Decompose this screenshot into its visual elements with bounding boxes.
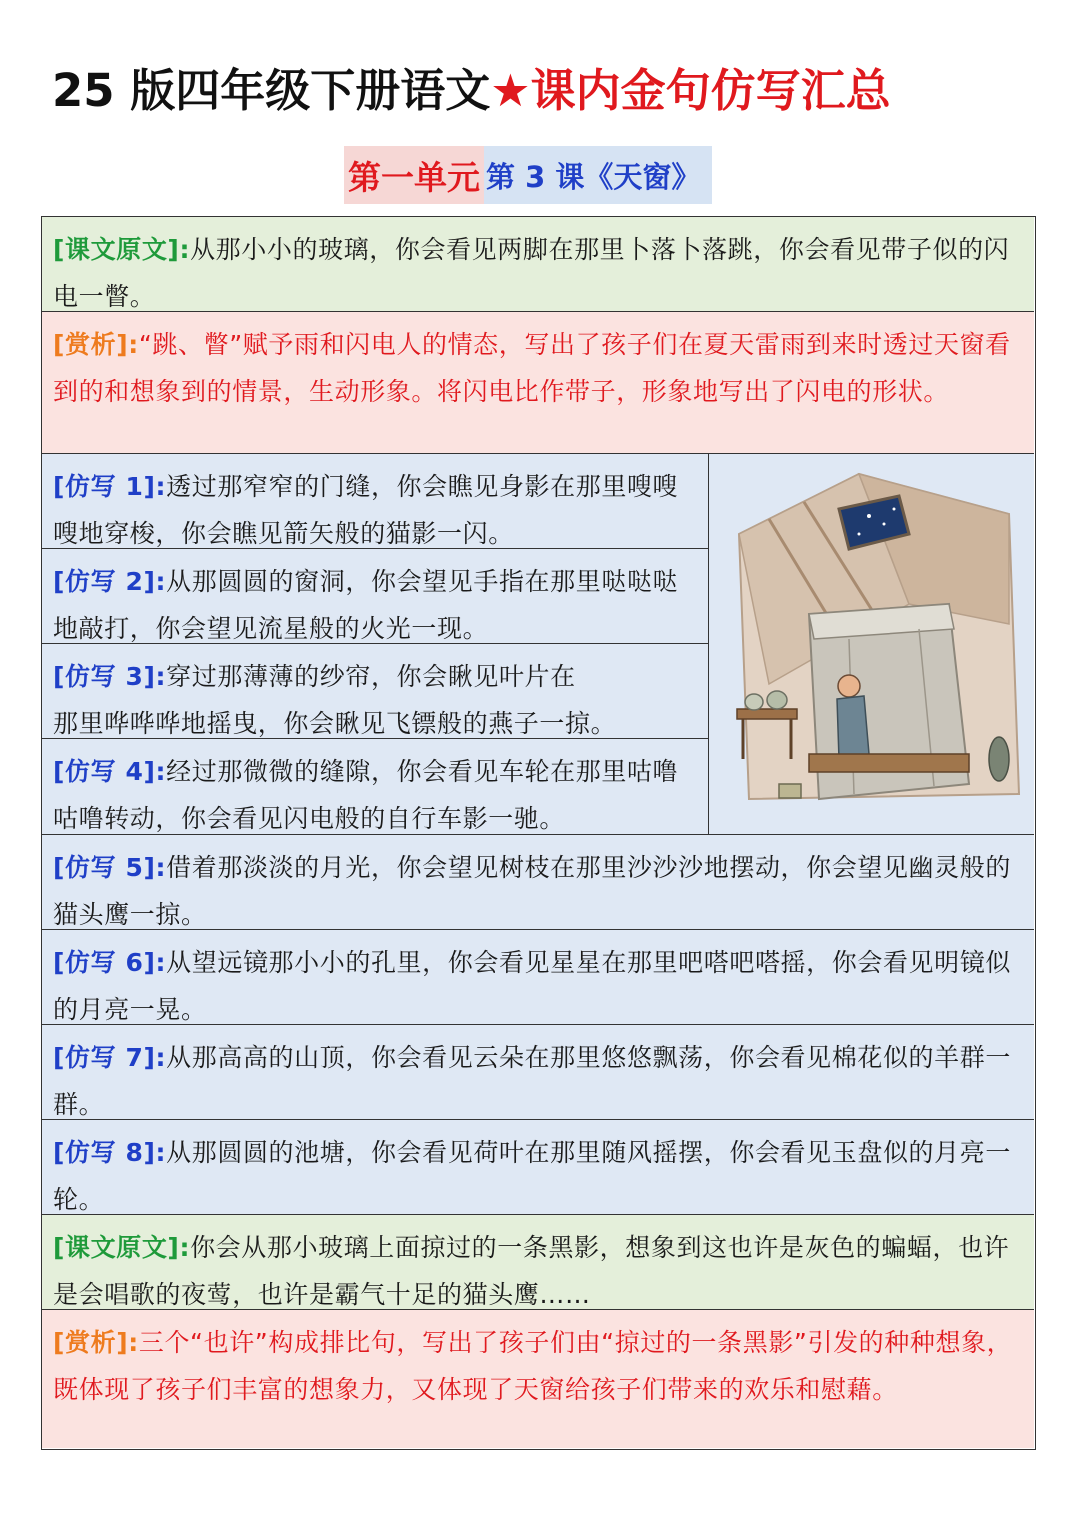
analysis-row (42, 1310, 1034, 1448)
imitation-row (42, 1025, 1034, 1120)
row-label: [仿写 5]: (53, 853, 167, 882)
row-text: “跳、瞥”赋予雨和闪电人的情态，写出了孩子们在夏天雷雨到来时透过天窗看到的和想象到的情景，生动形象。将闪电比作带子，形象地写出了闪电的形状。 (53, 330, 1011, 406)
imitation-row (42, 644, 708, 739)
row-label: [赏析]: (53, 330, 139, 359)
original-text-row (42, 217, 1034, 312)
row-text: 三个“也许”构成排比句，写出了孩子们由“掠过的一条黑影”引发的种种想象，既体现了孩子们丰富的想象力，又体现了天窗给孩子们带来的欢乐和慰藉。 (53, 1328, 1013, 1404)
sentence-table (41, 216, 1036, 1450)
title-topic: 课内金句仿写汇总 (530, 64, 891, 117)
imitation-row (42, 1120, 1034, 1215)
row-text: 从望远镜那小小的孔里，你会看见星星在那里吧嗒吧嗒摇，你会看见明镜似的月亮一晃。 (53, 948, 1011, 1024)
section-heading (344, 146, 712, 204)
illustration-cell (708, 454, 1034, 835)
row-label: [课文原文]: (53, 1233, 191, 1262)
row-label: [仿写 7]: (53, 1043, 167, 1072)
row-text: 从那小小的玻璃，你会看见两脚在那里卜落卜落跳，你会看见带子似的闪电一瞥。 (53, 235, 1010, 311)
row-text: 从那圆圆的池塘，你会看见荷叶在那里随风摇摆，你会看见玉盘似的月亮一轮。 (53, 1138, 1011, 1214)
imitation-row (42, 835, 1034, 930)
imitation-row (42, 930, 1034, 1025)
page-title (52, 58, 1062, 124)
row-text: 你会从那小玻璃上面掠过的一条黑影，想象到这也许是灰色的蝙蝠，也许是会唱歌的夜莺，也许是霸气十足的猫头鹰…… (53, 1233, 1010, 1309)
row-text-continued: 那里哗哗哗地摇曳，你会瞅见飞镖般的燕子一掠。 (53, 709, 617, 738)
unit-label: 第一单元 (344, 146, 484, 204)
imitation-row (42, 739, 708, 835)
title-grade: 25 版四年级下册语文 (52, 64, 491, 117)
row-label: [仿写 1]: (53, 472, 167, 501)
row-label: [仿写 2]: (53, 567, 167, 596)
imitation-row (42, 454, 708, 549)
row-text: 经过那微微的缝隙，你会看见车轮在那里咕噜咕噜转动，你会看见闪电般的自行车影一驰。 (53, 757, 679, 833)
star-icon: ★ (490, 64, 531, 117)
row-label: [课文原文]: (53, 235, 191, 264)
row-text: 从那高高的山顶，你会看见云朵在那里悠悠飘荡，你会看见棉花似的羊群一群。 (53, 1043, 1011, 1119)
attic-illustration (709, 454, 1035, 835)
row-text: 透过那窄窄的门缝，你会瞧见身影在那里嗖嗖嗖地穿梭，你会瞧见箭矢般的猫影一闪。 (53, 472, 679, 548)
row-label: [仿写 4]: (53, 757, 167, 786)
row-label: [仿写 8]: (53, 1138, 167, 1167)
original-text-row (42, 1215, 1034, 1310)
row-text: 从那圆圆的窗洞，你会望见手指在那里哒哒哒地敲打，你会望见流星般的火光一现。 (53, 567, 679, 643)
row-label: [仿写 3]: (53, 662, 167, 691)
lesson-label: 第 3 课《天窗》 (484, 146, 712, 204)
row-text: 借着那淡淡的月光，你会望见树枝在那里沙沙沙地摆动，你会望见幽灵般的猫头鹰一掠。 (53, 853, 1011, 929)
row-text: 穿过那薄薄的纱帘，你会瞅见叶片在 (166, 662, 576, 691)
analysis-row (42, 312, 1034, 454)
row-label: [仿写 6]: (53, 948, 167, 977)
imitation-row (42, 549, 708, 644)
row-label: [赏析]: (53, 1328, 139, 1357)
